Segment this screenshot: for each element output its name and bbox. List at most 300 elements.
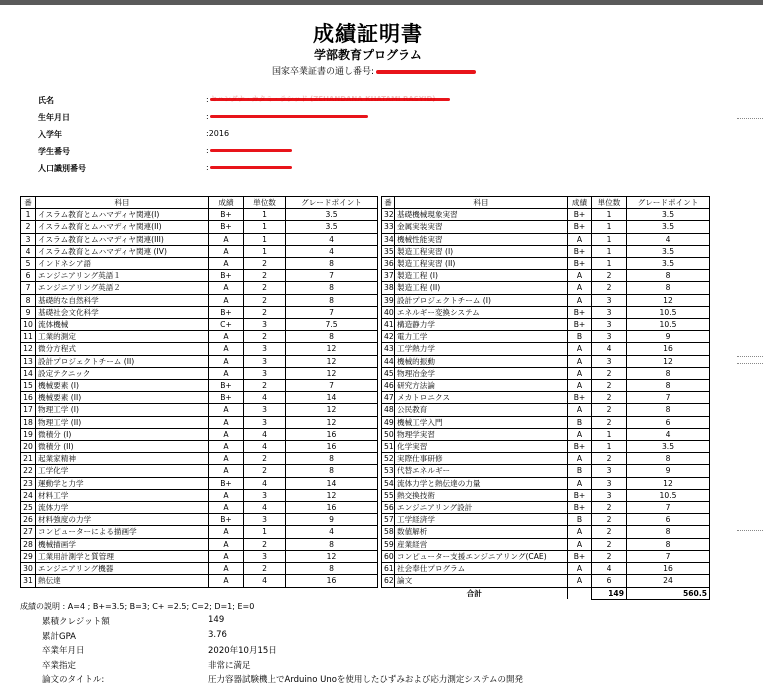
cell-points: 8 [286,538,378,550]
cell-no: 1 [21,209,36,221]
cell-points: 3.5 [627,441,710,453]
cell-credits: 3 [244,550,286,562]
cell-points: 3.5 [627,258,710,270]
cell-points: 12 [627,355,710,367]
cell-points: 4 [627,428,710,440]
cell-points: 12 [627,294,710,306]
header-grade: 成績 [209,197,244,209]
cell-credits: 2 [592,392,627,404]
cell-points: 8 [627,380,710,392]
cell-points: 4 [627,233,710,245]
cell-credits: 2 [244,294,286,306]
cell-credits: 2 [244,453,286,465]
cell-credits: 3 [244,489,286,501]
info-label: 氏名 [38,96,54,105]
cell-grade: B+ [568,441,592,453]
cell-credits: 4 [592,563,627,575]
cell-grade: B+ [209,514,244,526]
cell-no: 26 [21,514,36,526]
cell-grade: B+ [568,502,592,514]
table-row [21,233,378,245]
cell-grade: A [209,575,244,587]
cell-points: 3.5 [627,245,710,257]
cell-points: 4 [286,233,378,245]
cell-no: 2 [21,221,36,233]
cell-no: 32 [382,209,395,221]
cell-grade: A [568,477,592,489]
table-row [21,221,378,233]
cell-no: 52 [382,453,395,465]
cell-grade: A [568,428,592,440]
cell-credits: 2 [244,538,286,550]
cell-credits: 3 [592,331,627,343]
cell-credits: 3 [592,319,627,331]
cell-grade: B+ [209,209,244,221]
cell-course: 設定テクニック [36,367,209,379]
cell-course: イスラム教育とムハマディヤ関連 (IV) [36,245,209,257]
info-colon: : [206,112,209,121]
table-row [21,441,378,453]
cell-points: 24 [627,575,710,587]
cell-course: 物理冶金学 [395,367,568,379]
cell-credits: 4 [244,477,286,489]
cell-course: コンピューターによる描画学 [36,526,209,538]
cell-no: 12 [21,343,36,355]
cell-points: 8 [286,563,378,575]
cell-no: 13 [21,355,36,367]
table-row [21,209,378,221]
cell-points: 7 [627,502,710,514]
redaction-mark [210,166,292,169]
cell-no: 25 [21,502,36,514]
cell-grade: A [209,550,244,562]
table-row [382,465,710,477]
cell-no: 35 [382,245,395,257]
cell-credits: 3 [244,514,286,526]
cell-no: 23 [21,477,36,489]
cell-grade: B+ [568,550,592,562]
cell-course: 公民教育 [395,404,568,416]
table-row [21,392,378,404]
table-row [382,258,710,270]
cell-grade: A [568,526,592,538]
cell-grade: A [568,294,592,306]
summary-value: 圧力容器試験機上でArduino Unoを使用したひずみおよび応力測定システムの開発 [208,675,524,685]
cell-course: 工学化学 [36,465,209,477]
cell-credits: 1 [592,233,627,245]
cell-points: 3.5 [286,221,378,233]
cell-credits: 2 [592,380,627,392]
cell-credits: 4 [592,343,627,355]
cell-no: 24 [21,489,36,501]
cell-course: 工学熱力学 [395,343,568,355]
cell-no: 44 [382,355,395,367]
cell-no: 49 [382,416,395,428]
cell-credits: 1 [592,245,627,257]
cell-course: インドネシア語 [36,258,209,270]
cell-grade: A [568,282,592,294]
cell-no: 59 [382,538,395,550]
table-row [382,367,710,379]
cell-no: 21 [21,453,36,465]
cell-points: 8 [286,282,378,294]
cell-grade: B+ [209,380,244,392]
cell-course: メカトロニクス [395,392,568,404]
summary-value: 2020年10月15日 [208,646,277,656]
table-row [21,428,378,440]
table-row [21,514,378,526]
certificate-number [272,64,476,77]
cell-no: 17 [21,404,36,416]
table-row [21,380,378,392]
table-row [21,416,378,428]
grades-table-right [381,196,710,600]
info-value [206,146,292,155]
cell-points: 7 [627,392,710,404]
info-value [206,129,229,138]
table-row [21,404,378,416]
cell-no: 15 [21,380,36,392]
cell-credits: 3 [244,319,286,331]
cell-credits: 2 [244,306,286,318]
summary-label: 累積クレジット額 [42,617,110,627]
grade-legend: 成績の説明 : A=4 ; B+=3.5; B=3; C+ =2.5; C=2; D=1; E=0 [20,602,255,611]
cell-points: 7 [286,270,378,282]
cell-course: 機械性能実習 [395,233,568,245]
cell-course: 基礎社会文化科学 [36,306,209,318]
cell-credits: 1 [592,258,627,270]
cell-grade: A [568,404,592,416]
table-row [21,245,378,257]
cell-grade: A [209,245,244,257]
cell-credits: 2 [592,514,627,526]
cell-points: 10.5 [627,489,710,501]
cell-credits: 2 [244,563,286,575]
cell-points: 3.5 [627,209,710,221]
cell-grade: A [568,367,592,379]
cell-points: 8 [627,270,710,282]
cell-credits: 1 [244,245,286,257]
cell-no: 57 [382,514,395,526]
cell-credits: 2 [592,526,627,538]
info-colon: : [206,95,209,104]
cell-course: 工業的測定 [36,331,209,343]
table-row [382,514,710,526]
cell-points: 8 [627,404,710,416]
cell-course: 設計プロジェクトチーム (I) [395,294,568,306]
total-points: 560.5 [627,587,710,599]
table-row [21,465,378,477]
cell-course: 設計プロジェクトチーム (II) [36,355,209,367]
cell-grade: A [209,343,244,355]
cell-course: 代替エネルギー [395,465,568,477]
cell-points: 8 [627,282,710,294]
cell-points: 12 [286,550,378,562]
table-row [21,343,378,355]
cell-credits: 3 [592,294,627,306]
summary-label: 卒業指定 [42,660,77,671]
cell-course: 流体力学 [36,502,209,514]
cell-points: 12 [627,477,710,489]
info-label: 学生番号 [38,147,70,156]
cell-grade: A [209,538,244,550]
cell-credits: 3 [592,477,627,489]
cell-no: 58 [382,526,395,538]
table-row [21,538,378,550]
cell-credits: 2 [592,502,627,514]
cell-points: 16 [286,575,378,587]
table-row [21,258,378,270]
cell-points: 14 [286,477,378,489]
cell-credits: 2 [592,367,627,379]
cell-grade: A [568,343,592,355]
info-colon: : [206,163,209,172]
cell-grade: A [568,538,592,550]
table-row [21,306,378,318]
cell-no: 27 [21,526,36,538]
cell-course: 微分方程式 [36,343,209,355]
margin-dots [737,363,763,364]
cell-course: 製造工程 (II) [395,282,568,294]
cell-grade: B [568,465,592,477]
cell-credits: 2 [592,453,627,465]
cell-grade: B+ [568,258,592,270]
table-row [382,270,710,282]
cell-points: 7.5 [286,319,378,331]
cell-no: 37 [382,270,395,282]
table-row [382,294,710,306]
cell-no: 9 [21,306,36,318]
table-row [382,428,710,440]
cell-grade: A [209,416,244,428]
cell-credits: 1 [244,221,286,233]
cell-course: 社会奉仕プログラム [395,563,568,575]
cell-no: 53 [382,465,395,477]
cell-no: 29 [21,550,36,562]
cell-points: 9 [627,331,710,343]
cell-course: 熱交換技術 [395,489,568,501]
summary-label: 累計GPA [42,631,76,642]
cell-grade: A [568,270,592,282]
cell-grade: A [568,563,592,575]
cell-grade: B+ [568,392,592,404]
cell-points: 8 [286,453,378,465]
table-row [21,550,378,562]
margin-dots [737,118,763,119]
cell-no: 10 [21,319,36,331]
cell-course: 産業経営 [395,538,568,550]
cell-points: 10.5 [627,306,710,318]
header-credits: 単位数 [592,197,627,209]
cell-grade: A [568,380,592,392]
cell-points: 16 [286,428,378,440]
table-row [21,477,378,489]
cell-course: 実際仕事研修 [395,453,568,465]
table-row [382,416,710,428]
cell-grade: B [568,514,592,526]
cell-points: 16 [627,563,710,575]
cell-grade: A [209,428,244,440]
cell-points: 8 [627,367,710,379]
cell-grade: A [209,282,244,294]
cell-no: 62 [382,575,395,587]
grades-table-left [20,196,378,588]
cell-no: 48 [382,404,395,416]
cell-course: 流体力学と熱伝達の力量 [395,477,568,489]
cell-grade: B+ [568,209,592,221]
table-row [382,441,710,453]
cell-course: 製造工程実習 (I) [395,245,568,257]
summary-label: 論文のタイトル: [42,675,105,685]
header-points: グレードポイント [627,197,710,209]
cell-credits: 2 [244,282,286,294]
info-value [206,95,450,104]
cell-no: 11 [21,331,36,343]
table-row [382,392,710,404]
cell-course: 機械的振動 [395,355,568,367]
cell-points: 8 [286,465,378,477]
table-row [21,355,378,367]
cell-course: 機械要素 (I) [36,380,209,392]
header-credits: 単位数 [244,197,286,209]
cell-no: 47 [382,392,395,404]
cell-credits: 3 [592,465,627,477]
table-row [21,526,378,538]
cell-points: 8 [286,258,378,270]
cell-credits: 3 [244,416,286,428]
cell-points: 9 [286,514,378,526]
info-label: 生年月日 [38,113,70,122]
cell-points: 10.5 [627,319,710,331]
cell-points: 16 [286,502,378,514]
cell-grade: B+ [209,221,244,233]
margin-dots [737,530,763,531]
cell-course: エンジニアリング英語２ [36,282,209,294]
table-row [382,355,710,367]
cell-points: 12 [286,416,378,428]
cell-course: 製造工程実習 (II) [395,258,568,270]
header-no: 番 [382,197,395,209]
cell-credits: 2 [592,282,627,294]
cell-credits: 4 [244,392,286,404]
table-row [382,538,710,550]
summary-label: 卒業年月日 [42,646,85,656]
table-row [21,502,378,514]
table-row [382,319,710,331]
total-row [382,587,710,599]
summary-value: 3.76 [208,629,227,640]
cell-credits: 2 [244,380,286,392]
cell-course: イスラム教育とムハマディヤ関連(II) [36,221,209,233]
table-row [21,294,378,306]
info-label: 入学年 [38,130,62,139]
table-row [382,245,710,257]
cell-credits: 3 [244,404,286,416]
cell-course: エンジニアリング設計 [395,502,568,514]
cell-grade: A [209,233,244,245]
cell-no: 39 [382,294,395,306]
cell-no: 31 [21,575,36,587]
redaction-mark [376,70,476,74]
cell-no: 61 [382,563,395,575]
info-label: 人口識別番号 [38,164,86,173]
table-row [382,477,710,489]
cell-course: 数値解析 [395,526,568,538]
cell-no: 54 [382,477,395,489]
cell-credits: 1 [244,526,286,538]
cell-grade: A [209,563,244,575]
cell-course: 微積分 (I) [36,428,209,440]
table-row [21,367,378,379]
table-row [382,526,710,538]
cell-grade: B+ [568,489,592,501]
cell-grade: B [568,416,592,428]
cell-no: 8 [21,294,36,306]
cell-credits: 1 [592,428,627,440]
document-subtitle: 学部教育プログラム [314,48,422,62]
cell-course: エンジニアリング機器 [36,563,209,575]
cell-credits: 2 [244,270,286,282]
cell-credits: 1 [592,441,627,453]
cell-course: 流体機械 [36,319,209,331]
cell-credits: 1 [244,233,286,245]
cell-points: 6 [627,514,710,526]
cell-credits: 4 [244,441,286,453]
cell-course: イスラム教育とムハマディヤ関連(I) [36,209,209,221]
cell-points: 7 [286,306,378,318]
cell-credits: 1 [592,209,627,221]
cell-course: エネルギー変換システム [395,306,568,318]
table-row [382,331,710,343]
cell-no: 18 [21,416,36,428]
top-bar [0,0,763,5]
cell-credits: 3 [592,489,627,501]
table-header-row [382,197,710,209]
cell-no: 4 [21,245,36,257]
info-value-text: セハンダナ・カタミ・ラシッド (ZEHANDANA KHATAMI RASYID) [210,95,436,103]
cell-no: 28 [21,538,36,550]
cell-points: 7 [286,380,378,392]
cell-points: 14 [286,392,378,404]
cell-no: 42 [382,331,395,343]
cell-course: 化学実習 [395,441,568,453]
cell-no: 6 [21,270,36,282]
cell-points: 8 [627,453,710,465]
cell-grade: B+ [209,392,244,404]
cell-points: 8 [627,526,710,538]
table-row [382,233,710,245]
cell-credits: 2 [592,404,627,416]
table-row [21,331,378,343]
summary-value: 非常に満足 [208,660,251,671]
cell-credits: 2 [592,270,627,282]
table-row [21,282,378,294]
cell-course: エンジニアリング英語１ [36,270,209,282]
table-row [382,306,710,318]
cell-credits: 4 [244,502,286,514]
cell-no: 7 [21,282,36,294]
cell-grade: A [209,355,244,367]
cell-points: 12 [286,355,378,367]
cell-course: 材料工学 [36,489,209,501]
cell-grade: B+ [568,306,592,318]
cell-grade: A [568,575,592,587]
table-row [382,209,710,221]
info-colon: : [206,146,209,155]
table-row [21,453,378,465]
header-grade: 成績 [568,197,592,209]
header-course: 科目 [395,197,568,209]
